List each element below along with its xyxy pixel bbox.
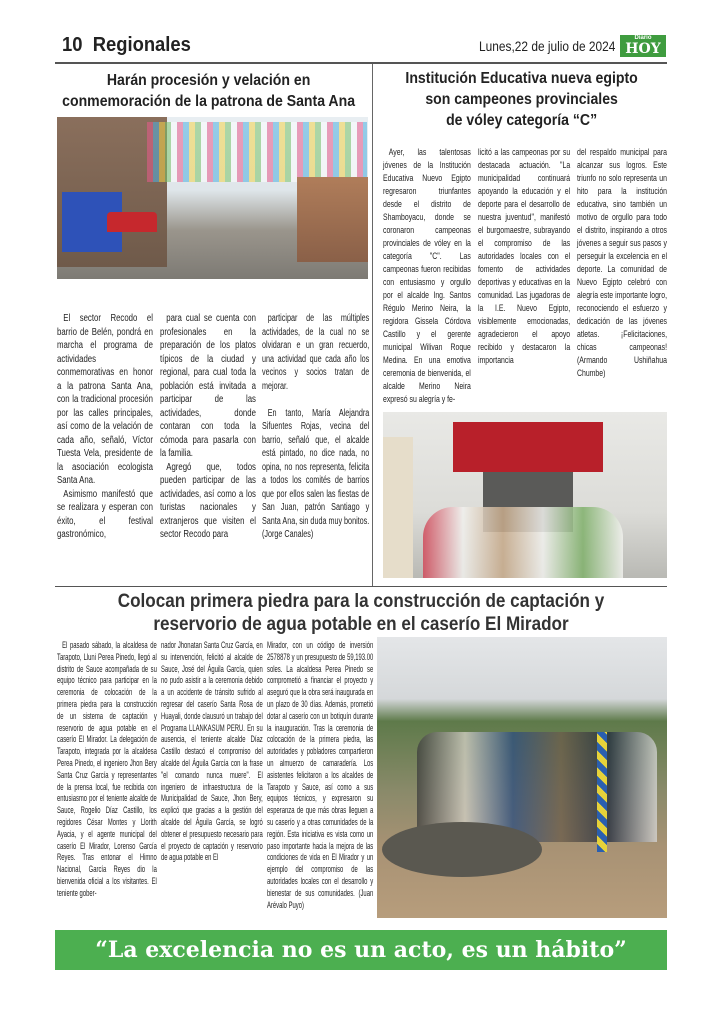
article2-column-2: licitó a las campeonas por su destacada actuación. "La municipalidad continuará apoyando la educación y el deporte para el desarrollo de nuestra juventud", manifestó el burgomaestre, subrayando el compromiso de las autoridades locales con el fomento de actividades deportivas y educativas en la comunidad. Las jugadoras de la I.E. Nuevo Egipto, visiblemente emocionadas, agradecieron el apoyo recibido y destacaron la importancia xyxy=(478,147,571,366)
diario-hoy-logo xyxy=(620,35,666,57)
page-section-header xyxy=(62,34,191,57)
header-divider xyxy=(55,62,667,64)
article3-headline: Colocan primera piedra para la construcción de captación y reservorio de agua potable en el caserío El Mirador xyxy=(117,591,605,635)
article2-photo-volleyball-team xyxy=(383,412,667,578)
article1-column-2: para cual se cuenta con profesionales en la preparación de los platos típicos de la ciudad y regional, para cual toda la población está invitada a participar de las actividades, donde contaran con toda la cómoda para pasarla con la familia. Agregó que, todos pueden participar de las actividades, así como a los turistas nacionales y extranjeros que visiten el sector Recodo para xyxy=(160,313,256,540)
article1-photo-street xyxy=(57,117,368,279)
logo-small-text: Diario xyxy=(634,35,652,41)
article1-headline: Harán procesión y velación en conmemoración de la patrona de Santa Ana xyxy=(62,72,356,110)
article1-column-1: El sector Recodo el barrio de Belén, pondrá en marcha el programa de actividades conmemorativas en honor a la patrona Santa Ana, con la tradicional procesión por las calles principales, así como de la velación de cada año, señaló, Víctor Tuesta Vela, presidente de la asociación ecologista Santa Ana. Asimismo manifestó que se realizara y esperan con éxito, el festival gastronómico, xyxy=(57,313,153,540)
article3-column-2: nador Jhonatan Santa Cruz García, en su intervención, felicitó al alcalde de Sauce, José del Águila García, quien no pudo asistir a la ceremonia debido a un accidente de tránsito sufrido al regresar del caserío Santa Rosa de Huayali, donde clausuró un trabajo del Programa LLANKASUM PERU. En su ausencia, el teniente alcalde Díaz Castillo destacó el compromiso del alcalde del Águila García con la frase "el comando nunca muere". El ingeniero de infraestructura de la Municipalidad de Sauce, Jhon Bery, explicó que gracias a la gestión del alcalde del Águila García, se logró obtener el presupuesto necesario para el proyecto de captación y reservorio de agua potable en El xyxy=(161,640,263,863)
article3-column-3: Mirador, con un código de inversión 2578878 y un presupuesto de 59,193.00 soles. La alcaldesa Perea Pinedo se comprometió a financiar el proyecto y aseguró que la obra será inaugurada en un plazo de 30 días. Además, prometió dotar al caserío con un botiquín durante la inauguración. Tras la ceremonia de colocación de la primera piedra, las autoridades y pobladores compartieron un almuerzo de camaradería. Los asistentes felicitaron a los alcaldes de Tarapoto y Sauce, así como a sus equipos técnicos, y expresaron su esperanza de que más obras lleguen a su caserío y a otras comunidades de la región. Esta iniciativa es vista como un paso importante hacia la mejora de las condiciones de vida en El Mirador y un ejemplo del compromiso de las autoridades locales con el desarrollo y bienestar de sus comunidades. (Juan Arévalo Puyo) xyxy=(267,640,374,910)
section-title: Regionales xyxy=(92,34,191,56)
article2-body xyxy=(383,146,667,578)
article3-column-1: El pasado sábado, la alcaldesa de Tarapoto, Lluni Perea Pinedo, llegó al distrito de Sauce acompañada de su equipo técnico para participar en la ceremonia de colocación de la primera piedra para la construcción de un sistema de captación y reservorio de agua potable en el caserío El Mirador. La delegación de Tarapoto, integrada por la alcaldesa Perea Pinedo, el ingeniero Jhon Bery Santa Cruz García y representantes de la prensa local, fue recibida con entusiasmo por el teniente alcalde de Sauce, Rogelio Díaz Castillo, los regidores César Montes y Llorith Ayacia, y el agente municipal del caserío El Mirador, Lorenso García Reyes. Tras entonar el Himno Nacional, García Reyes dio la bienvenida oficial a los visitantes. El teniente gober- xyxy=(57,640,157,898)
section-divider xyxy=(55,586,667,587)
article1-column-3: participar de las múltiples actividades, de la cual no se olvidaran e un gran recuerdo, una actividad que cada año los vecinos y socios tratan de mejorar. En tanto, María Alejandra Sifuentes Rojas, vecina del barrio, señaló que, el alcalde está pintado, no dice nada, no opina, no nos representa, felicita a todos los comités de barrios que por ellos salen las fiestas de San Juan, patrón Santiago y Santa Ana, sin duda muy bonitos. (Jorge Canales) xyxy=(262,313,370,540)
logo-big-text: HOY xyxy=(625,41,661,57)
quote-banner: “La excelencia no es un acto, es un hábito” xyxy=(55,930,667,970)
column-divider xyxy=(372,64,373,586)
publication-date: Lunes,22 de julio de 2024 xyxy=(478,38,615,54)
article2-column-3: del respaldo municipal para alcanzar sus logros. Este triunfo no solo representa un hito para la institución educativa, sino también un motivo de orgullo para todo el distrito, inspirando a otros jóvenes a seguir sus pasos y perseguir la excelencia en el deporte. La comunidad de Nuevo Egipto celebró con alegría este importante logro, reconociendo el esfuerzo y dedicación de las jóvenes atletas. ¡Felicitaciones, chicas campeonas! (Armando Ushiñahua Chumbe) xyxy=(577,147,667,379)
article2-headline: Institución Educativa nueva egipto son campeones provinciales de vóley categoría “C” xyxy=(405,70,638,129)
article3-photo-ceremony xyxy=(377,637,667,918)
article2-column-1: Ayer, las talentosas jóvenes de la Institución Educativa Nuevo Egipto regresaron triunfantes desde el distrito de Shamboyacu, donde se coronaron campeonas provinciales de vóley en la categoría "C". Las campeonas fueron recibidas con entusiasmo y orgullo por el alcalde Ing. Santos Régulo Merino Neira, la regidora Gissela Córdova Castillo y el gerente municipal Wilivan Roque Medina. En una emotiva ceremonia de bienvenida, el alcalde Merino Neira expresó su alegría y fe- xyxy=(383,147,471,405)
page-number: 10 xyxy=(62,34,83,56)
